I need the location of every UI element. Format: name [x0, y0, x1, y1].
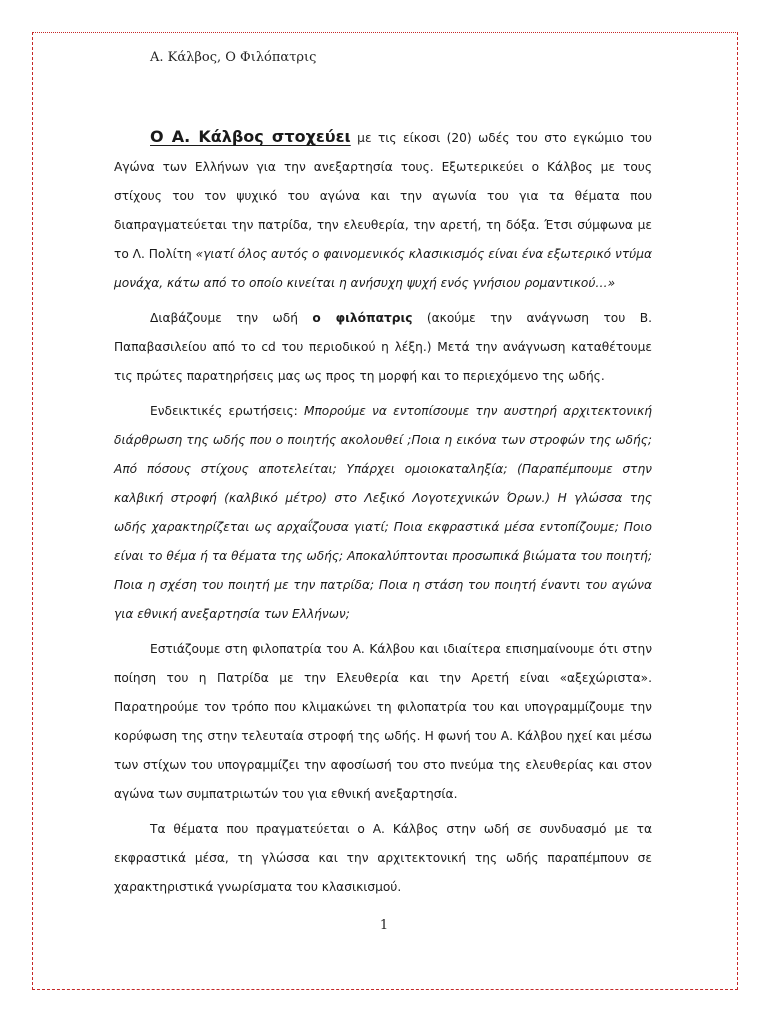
paragraph-questions: [114, 397, 652, 629]
politis-quote: «γιατί όλος αυτός ο φαινομενικός κλασικισμός είναι ένα εξωτερικό ντύμα μονάχα, κάτω από το οποίο κινείται η ανήσυχη ψυχή ενός γνήσιου ρομαντικού…»: [114, 247, 653, 290]
section-title: Ο Α. Κάλβος στοχεύει: [150, 127, 351, 146]
page-number: 1: [379, 918, 389, 933]
ode-title: ο φιλόπατρις: [312, 311, 413, 325]
paragraph-reading: [114, 304, 652, 391]
paragraph-classicism: Τα θέματα που πραγματεύεται ο Α. Κάλβος στην ωδή σε συνδυασμό με τα εκφραστικά μέσα, τη γλώσσα και την αρχιτεκτονική της ωδής παραπέμπουν σε χαρακτηριστικά γνωρίσματα του κλασικισμού.: [114, 822, 652, 894]
reading-text-b: (ακούμε την ανάγνωση του Β. Παπαβασιλείου από το cd του περιοδικού η λέξη.) Μετά την ανάγνωση καταθέτουμε τις πρώτες παρατηρήσεις μας ως προς τη μορφή και το περιεχόμενο της ωδής.: [114, 311, 652, 383]
paragraph-patriotism: Εστιάζουμε στη φιλοπατρία του Α. Κάλβου και ιδιαίτερα επισημαίνουμε ότι στην ποίηση του η Πατρίδα με την Ελευθερία και την Αρετή είναι «αξεχώριστα». Παρατηρούμε τον τρόπο που κλιμακώνει τη φιλοπατρία του και υπογραμμίζουμε την κορύφωση της στην τελευταία στροφή της ωδής. Η φωνή του Α. Κάλβου ηχεί και μέσω των στίχων του υπογραμμίζει την αφοσίωσή του στο πνεύμα της ελευθερίας και στον αγώνα των συμπατριωτών του για εθνική ανεξαρτησία.: [114, 642, 652, 801]
paragraph-intro: [114, 122, 652, 298]
document-body: [114, 122, 652, 908]
running-header: Α. Κάλβος, Ο Φιλόπατρις: [150, 50, 317, 65]
reading-text-a: Διαβάζουμε την ωδή: [150, 311, 313, 325]
questions-label: Ενδεικτικές ερωτήσεις:: [150, 404, 298, 418]
questions-text: Μπορούμε να εντοπίσουμε την αυστηρή αρχιτεκτονική διάρθρωση της ωδής που ο ποιητής ακολουθεί ;Ποια η εικόνα των στροφών της ωδής; Από πόσους στίχους αποτελείται; Υπάρχει ομοιοκαταληξία; (Παραπέμπουμε στην καλβική στροφή (καλβικό μέτρο) στο Λεξικό Λογοτεχνικών Όρων.) Η γλώσσα της ωδής χαρακτηρίζεται ως αρχαΐζουσα γιατί; Ποια εκφραστικά μέσα εντοπίζουμε; Ποιο είναι το θέμα ή τα θέματα της ωδής; Αποκαλύπτονται προσωπικά βιώματα του ποιητή; Ποια η σχέση του ποιητή με την πατρίδα; Ποια η στάση του ποιητή έναντι του αγώνα για εθνική ανεξαρτησία των Ελλήνων;: [114, 404, 653, 621]
intro-text: με τις είκοσι (20) ωδές του στο εγκώμιο του Αγώνα των Ελλήνων για την ανεξαρτησία τους. Εξωτερικεύει ο Κάλβος με τους στίχους του τον ψυχικό του αγώνα και την αγωνία του για τα θέματα που διαπραγματεύεται την πατρίδα, την ελευθερία, την αρετή, τη δόξα. Έτσι σύμφωνα με το Λ. Πολίτη: [114, 131, 652, 261]
